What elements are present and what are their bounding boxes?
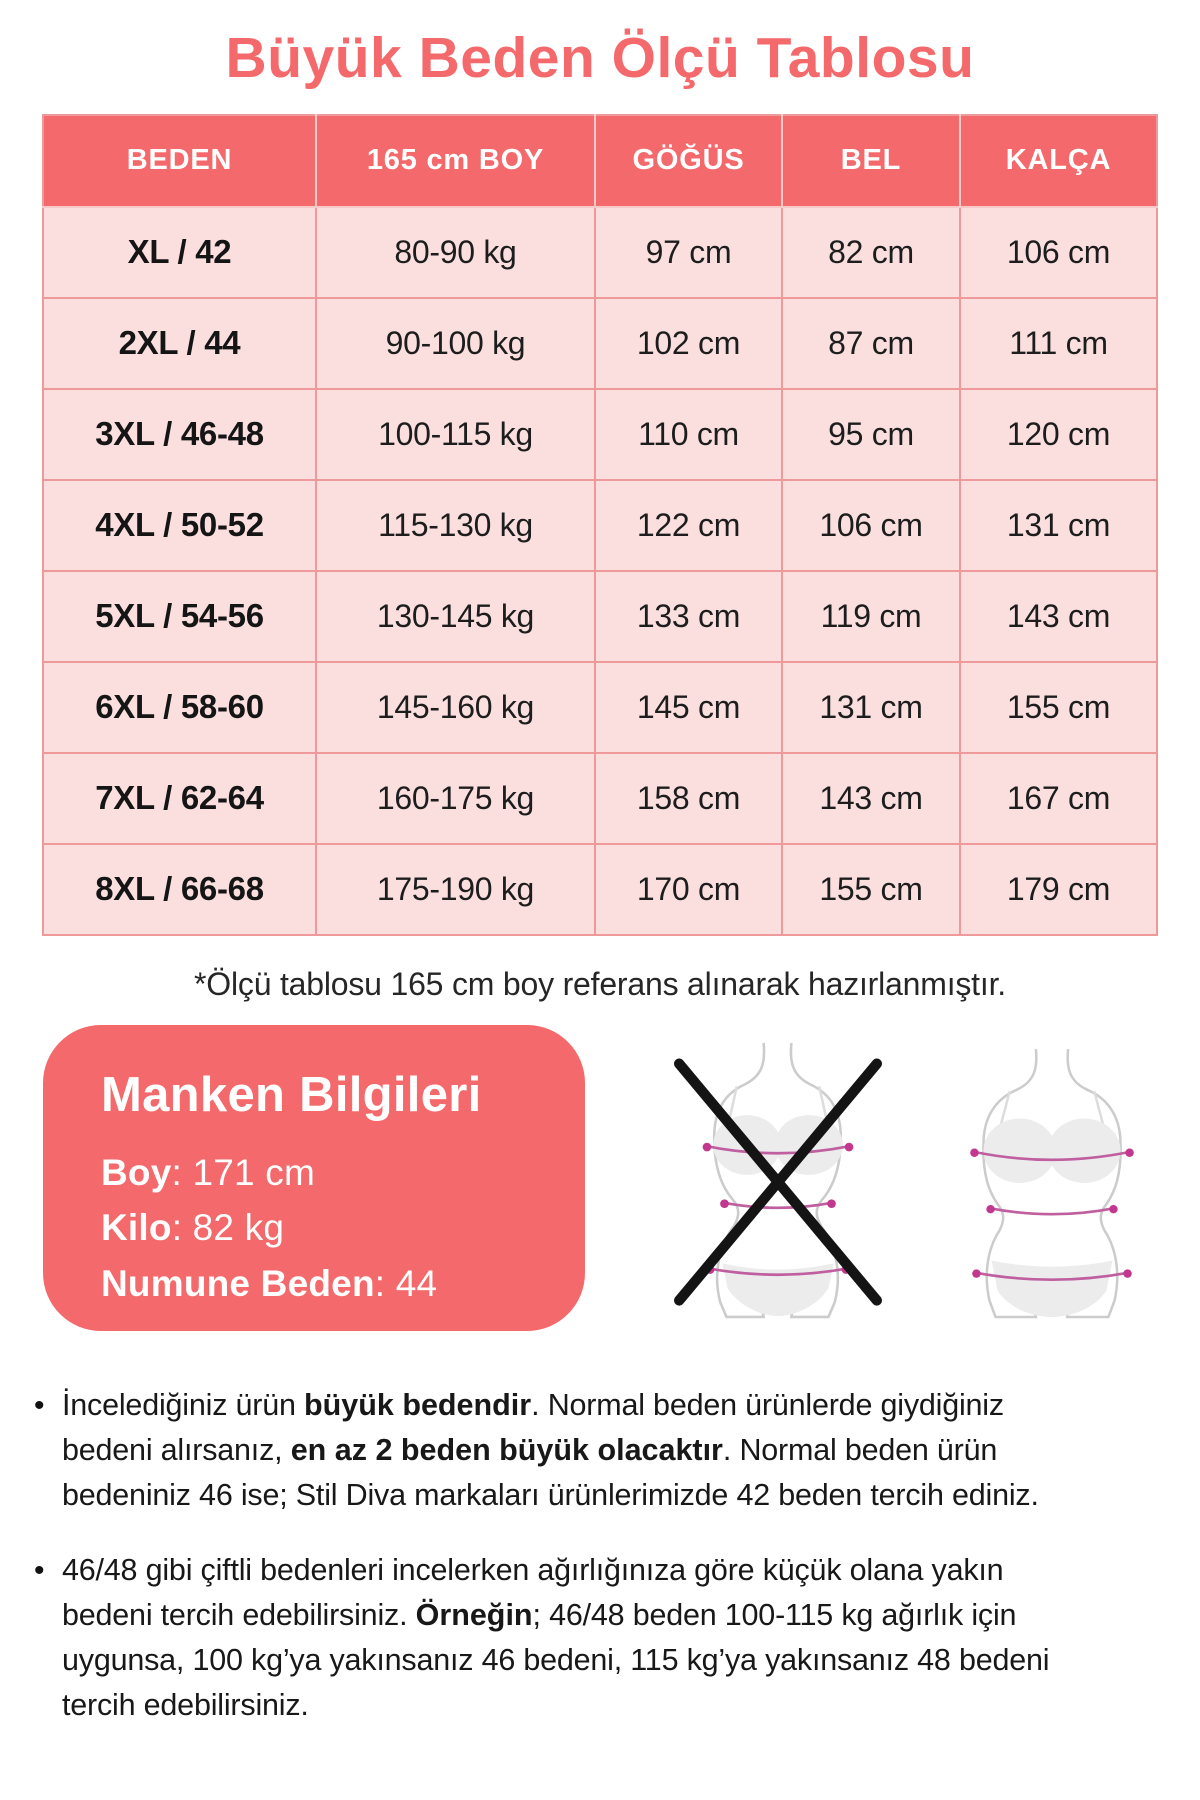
measure-cell: 106 cm — [782, 480, 960, 571]
note-text: İncelediğiniz ürün büyük bedendir. Normal beden ürünlerde giydiğiniz bedeni alırsanız, en az 2 beden büyük olacaktır. Normal beden ürün bedeniniz 46 ise; Stil Diva markaları ürünlerimizde 42 beden tercih ediniz. — [62, 1387, 1039, 1512]
size-cell: XL / 42 — [43, 207, 316, 298]
column-header: KALÇA — [960, 115, 1157, 207]
measure-cell: 97 cm — [595, 207, 782, 298]
sizing-notes — [34, 1383, 1160, 1728]
column-header: GÖĞÜS — [595, 115, 782, 207]
size-cell: 6XL / 58-60 — [43, 662, 316, 753]
measure-cell: 143 cm — [782, 753, 960, 844]
table-row — [43, 389, 1157, 480]
measure-cell: 120 cm — [960, 389, 1157, 480]
table-row — [43, 571, 1157, 662]
model-info-field: Boy: 171 cm — [101, 1151, 315, 1193]
measure-cell: 100-115 kg — [316, 389, 595, 480]
size-cell: 8XL / 66-68 — [43, 844, 316, 935]
model-info-title: Manken Bilgileri — [101, 1067, 482, 1122]
measure-cell: 90-100 kg — [316, 298, 595, 389]
measure-cell: 106 cm — [960, 207, 1157, 298]
model-info-field: Kilo: 82 kg — [101, 1207, 285, 1249]
measure-cell: 175-190 kg — [316, 844, 595, 935]
measure-cell: 160-175 kg — [316, 753, 595, 844]
measure-cell: 95 cm — [782, 389, 960, 480]
table-row — [43, 662, 1157, 753]
size-cell: 2XL / 44 — [43, 298, 316, 389]
measure-cell: 82 cm — [782, 207, 960, 298]
size-table-header-row — [43, 115, 1157, 207]
measure-cell: 133 cm — [595, 571, 782, 662]
measure-cell: 145 cm — [595, 662, 782, 753]
table-row — [43, 207, 1157, 298]
measure-cell: 87 cm — [782, 298, 960, 389]
measure-cell: 115-130 kg — [316, 480, 595, 571]
measure-cell: 179 cm — [960, 844, 1157, 935]
bullet-marker-icon: • — [34, 1388, 45, 1422]
measure-cell: 110 cm — [595, 389, 782, 480]
measure-cell: 130-145 kg — [316, 571, 595, 662]
measure-cell: 167 cm — [960, 753, 1157, 844]
model-info-field: Numune Beden: 44 — [101, 1262, 438, 1304]
measure-cell: 158 cm — [595, 753, 782, 844]
table-row — [43, 480, 1157, 571]
slim-body-crossed-out-icon — [662, 1041, 894, 1319]
measure-cell: 122 cm — [595, 480, 782, 571]
measure-cell: 131 cm — [960, 480, 1157, 571]
note-bullet — [34, 1548, 1160, 1728]
plus-size-body-icon — [942, 1047, 1162, 1319]
table-row — [43, 844, 1157, 935]
column-header: 165 cm BOY — [316, 115, 595, 207]
size-cell: 4XL / 50-52 — [43, 480, 316, 571]
measure-cell: 143 cm — [960, 571, 1157, 662]
measure-cell: 145-160 kg — [316, 662, 595, 753]
note-text: 46/48 gibi çiftli bedenleri incelerken ağırlığınıza göre küçük olana yakın bedeni tercih edebilirsiniz. Örneğin; 46/48 beden 100-115 kg ağırlık için uygunsa, 100 kg’ya yakınsanız 46 bedeni, 115 kg’ya yakınsanız 48 bedeni tercih edebilirsiniz. — [62, 1552, 1050, 1722]
size-table-footnote: *Ölçü tablosu 165 cm boy referans alınarak hazırlanmıştır. — [194, 965, 1006, 1002]
note-bullet — [34, 1383, 1160, 1518]
size-cell: 5XL / 54-56 — [43, 571, 316, 662]
table-row — [43, 298, 1157, 389]
column-header: BEL — [782, 115, 960, 207]
size-cell: 7XL / 62-64 — [43, 753, 316, 844]
measure-cell: 119 cm — [782, 571, 960, 662]
measure-cell: 131 cm — [782, 662, 960, 753]
model-info-section — [0, 1025, 1200, 1337]
measure-cell: 155 cm — [782, 844, 960, 935]
model-info-card — [43, 1025, 585, 1331]
measure-cell: 111 cm — [960, 298, 1157, 389]
measure-cell: 102 cm — [595, 298, 782, 389]
page-title: Büyük Beden Ölçü Tablosu — [225, 26, 975, 90]
column-header: BEDEN — [43, 115, 316, 207]
size-cell: 3XL / 46-48 — [43, 389, 316, 480]
table-row — [43, 753, 1157, 844]
measure-cell: 80-90 kg — [316, 207, 595, 298]
measure-cell: 155 cm — [960, 662, 1157, 753]
size-table — [42, 114, 1158, 936]
model-info-fields — [101, 1145, 555, 1312]
measure-cell: 170 cm — [595, 844, 782, 935]
bullet-marker-icon: • — [34, 1553, 45, 1587]
